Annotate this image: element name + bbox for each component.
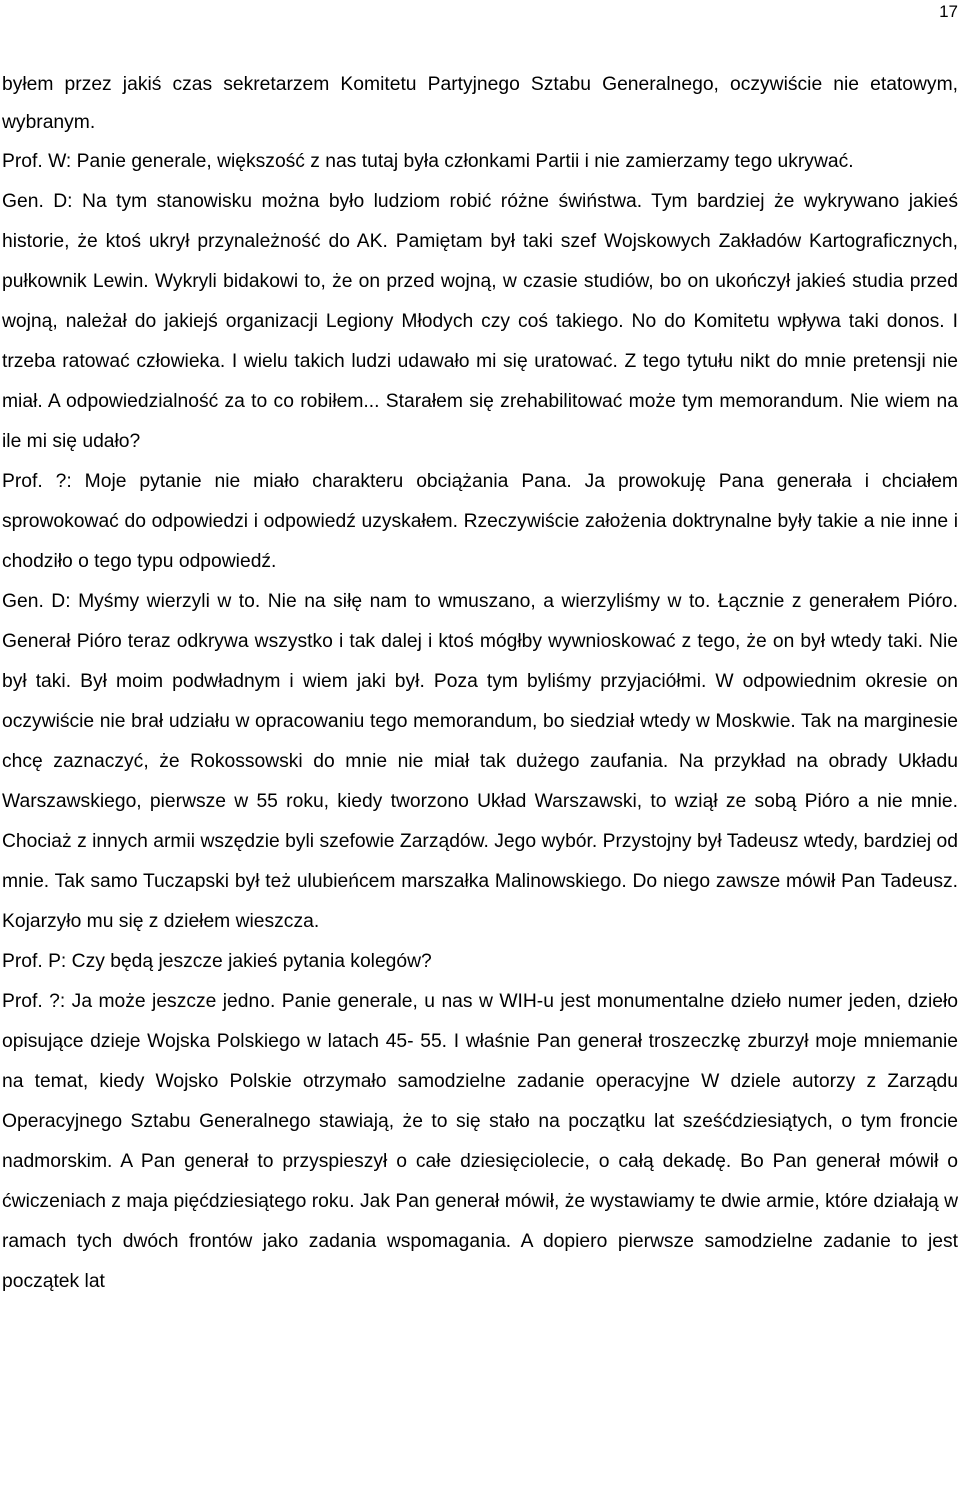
paragraph [2, 942, 958, 982]
page-number: 17 [939, 2, 958, 21]
paragraph-text: byłem przez jakiś czas sekretarzem Komitetu Partyjnego Sztabu Generalnego, oczywiście nie etatowym, wybranym. [2, 74, 958, 133]
paragraph [2, 462, 958, 582]
paragraph [2, 582, 958, 942]
paragraph-text: Moje pytanie nie miało charakteru obciążania Pana. Ja prowokuję Pana generała i chciałem sprowokować do odpowiedzi i odpowiedź uzyskałem. Rzeczywiście założenia doktrynalne były takie a nie inne i chodziło o tego typu odpowiedź. [2, 471, 958, 572]
paragraph [2, 182, 958, 462]
speaker-label: Gen. D: [2, 591, 71, 612]
speaker-label: Prof. ?: [2, 471, 72, 492]
paragraph-text: Czy będą jeszcze jakieś pytania kolegów? [71, 951, 432, 972]
paragraph [2, 142, 958, 182]
speaker-label: Gen. D: [2, 191, 73, 212]
paragraph [2, 982, 958, 1302]
paragraph [2, 66, 958, 142]
paragraph-text: Panie generale, większość z nas tutaj była członkami Partii i nie zamierzamy tego ukrywać. [76, 151, 854, 172]
speaker-label: Prof. W: [2, 151, 72, 172]
document-body [2, 66, 958, 1302]
paragraph-text: Ja może jeszcze jedno. Panie generale, u nas w WIH-u jest monumentalne dzieło numer jeden, dzieło opisujące dzieje Wojska Polskiego w latach 45- 55. I właśnie Pan generał troszeczkę zburzył moje mniemanie na temat, kiedy Wojsko Polskie otrzymało samodzielne zadanie operacyjne W dziele autorzy z Zarządu Operacyjnego Sztabu Generalnego stawiają, że to się stało na początku lat sześćdziesiątych, o tym froncie nadmorskim. A Pan generał to przyspieszył o całe dziesięciolecie, o całą dekadę. Bo Pan generał mówił o ćwiczeniach z maja pięćdziesiątego roku. Jak Pan generał mówił, że wystawiamy te dwie armie, które działają w ramach tych dwóch frontów jako zadania wspomagania. A dopiero pierwsze samodzielne zadanie to jest początek lat [2, 991, 959, 1292]
speaker-label: Prof. P: [2, 951, 67, 972]
paragraph-text: Na tym stanowisku można było ludziom robić różne świństwa. Tym bardziej że wykrywano jakieś historie, że ktoś ukrył przynależność do AK. Pamiętam był taki szef Wojskowych Zakładów Kartograficznych, pułkownik Lewin. Wykryli bidakowi to, że on przed wojną, w czasie studiów, bo on ukończył jakieś studia przed wojną, należał do jakiejś organizacji Legiony Młodych czy coś takiego. No do Komitetu wpływa taki donos. I trzeba ratować człowieka. I wielu takich ludzi udawało mi się uratować. Z tego tytułu nikt do mnie pretensji nie miał. A odpowiedzialność za to co robiłem... Starałem się zrehabilitować może tym memorandum. Nie wiem na ile mi się udało? [2, 191, 958, 452]
speaker-label: Prof. ?: [2, 991, 66, 1012]
paragraph-text: Myśmy wierzyli w to. Nie na siłę nam to wmuszano, a wierzyliśmy w to. Łącznie z generałem Pióro. Generał Pióro teraz odkrywa wszystko i tak dalej i ktoś mógłby wywnioskować z tego, że on był wtedy taki. Nie był taki. Był moim podwładnym i wiem jaki był. Poza tym byliśmy przyjaciółmi. W odpowiednim okresie on oczywiście nie brał udziału w opracowaniu tego memorandum, bo siedział wtedy w Moskwie. Tak na marginesie chcę zaznaczyć, że Rokossowski do mnie nie miał tak dużego zaufania. Na przykład na obrady Układu Warszawskiego, pierwsze w 55 roku, kiedy tworzono Układ Warszawski, to wziął ze sobą Pióro a nie mnie. Chociaż z innych armii wszędzie byli szefowie Zarządów. Jego wybór. Przystojny był Tadeusz wtedy, bardziej od mnie. Tak samo Tuczapski był też ulubieńcem marszałka Malinowskiego. Do niego zawsze mówił Pan Tadeusz. Kojarzyło mu się z dziełem wieszcza. [2, 591, 958, 932]
